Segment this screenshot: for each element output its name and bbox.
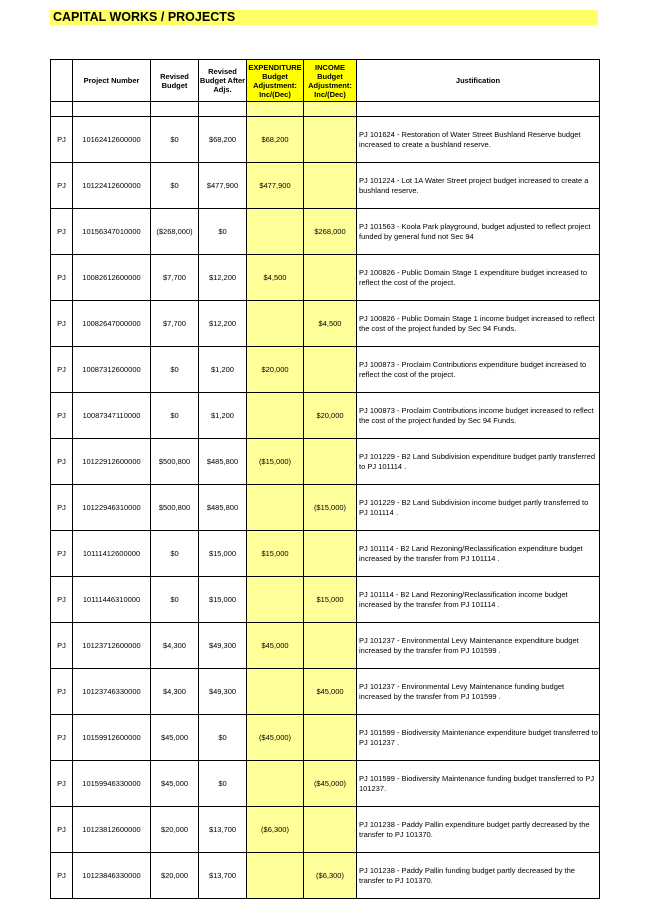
cell-project-number: 10122412600000 [73,163,151,209]
cell-prefix: PJ [51,531,73,577]
table-row [51,439,600,485]
table-row [51,761,600,807]
table-row [51,531,600,577]
header-income: INCOME Budget Adjustment: Inc/(Dec) [304,60,357,102]
cell-revised-budget: $7,700 [151,301,199,347]
cell-justification: PJ 101224 - Lot 1A Water Street project budget increased to create a bushland reserve. [357,163,600,209]
cell-justification: PJ 101229 - B2 Land Subdivision expenditure budget partly transferred to PJ 101114 . [357,439,600,485]
cell-prefix: PJ [51,209,73,255]
cell-expenditure [247,853,304,899]
cell-revised-budget: $7,700 [151,255,199,301]
table-row [51,623,600,669]
cell-justification: PJ 101599 - Biodiversity Maintenance funding budget transferred to PJ 101237. [357,761,600,807]
table-row [51,669,600,715]
cell-project-number: 10122946310000 [73,485,151,531]
cell-income [304,439,357,485]
cell-revised-after: $1,200 [199,393,247,439]
table-row [51,853,600,899]
cell-income: ($6,300) [304,853,357,899]
cell-income: $45,000 [304,669,357,715]
table-row [51,163,600,209]
cell-project-number: 10111412600000 [73,531,151,577]
cell-revised-after: $1,200 [199,347,247,393]
cell-prefix: PJ [51,163,73,209]
header-expenditure: EXPENDITURE Budget Adjustment: Inc/(Dec) [247,60,304,102]
cell-revised-after: $49,300 [199,623,247,669]
table-row [51,393,600,439]
spacer-row [51,102,600,117]
cell-income: ($45,000) [304,761,357,807]
cell-project-number: 10123746330000 [73,669,151,715]
table-row [51,485,600,531]
cell-project-number: 10082647000000 [73,301,151,347]
cell-project-number: 10123712600000 [73,623,151,669]
header-revised-after: Revised Budget After Adjs. [199,60,247,102]
cell-revised-budget: $4,300 [151,669,199,715]
cell-revised-budget: $0 [151,347,199,393]
cell-justification: PJ 101624 - Restoration of Water Street Bushland Reserve budget increased to create a bushland reserve. [357,117,600,163]
cell-project-number: 10123812600000 [73,807,151,853]
table-row [51,255,600,301]
cell-prefix: PJ [51,301,73,347]
cell-revised-budget: $0 [151,531,199,577]
cell-prefix: PJ [51,485,73,531]
header-project-number: Project Number [73,60,151,102]
cell-revised-after: $0 [199,209,247,255]
cell-expenditure: $477,900 [247,163,304,209]
cell-project-number: 10159946330000 [73,761,151,807]
cell-revised-budget: $45,000 [151,761,199,807]
cell-prefix: PJ [51,715,73,761]
cell-revised-after: $12,200 [199,255,247,301]
cell-project-number: 10162412600000 [73,117,151,163]
cell-expenditure: ($6,300) [247,807,304,853]
cell-income: $15,000 [304,577,357,623]
cell-justification: PJ 100873 - Proclaim Contributions expenditure budget increased to reflect the cost of the project. [357,347,600,393]
cell-expenditure [247,669,304,715]
cell-prefix: PJ [51,439,73,485]
cell-expenditure: $68,200 [247,117,304,163]
projects-table [50,59,600,899]
cell-revised-after: $13,700 [199,807,247,853]
cell-justification: PJ 101237 - Environmental Levy Maintenance funding budget increased by the transfer from PJ 101599 . [357,669,600,715]
cell-prefix: PJ [51,393,73,439]
cell-justification: PJ 101229 - B2 Land Subdivision income budget partly transferred to PJ 101114 . [357,485,600,531]
cell-expenditure [247,209,304,255]
cell-expenditure [247,301,304,347]
cell-justification: PJ 101114 - B2 Land Rezoning/Reclassification income budget increased by the transfer from PJ 101114 . [357,577,600,623]
cell-revised-after: $15,000 [199,577,247,623]
cell-expenditure [247,577,304,623]
cell-income [304,531,357,577]
cell-project-number: 10123846330000 [73,853,151,899]
cell-project-number: 10082612600000 [73,255,151,301]
cell-prefix: PJ [51,853,73,899]
header-prefix [51,60,73,102]
cell-justification: PJ 101237 - Environmental Levy Maintenance expenditure budget increased by the transfer from PJ 101599 . [357,623,600,669]
cell-revised-budget: ($268,000) [151,209,199,255]
page-title: CAPITAL WORKS / PROJECTS [50,10,598,25]
cell-justification: PJ 101238 - Paddy Pallin expenditure budget partly decreased by the transfer to PJ 101370. [357,807,600,853]
cell-project-number: 10159912600000 [73,715,151,761]
cell-expenditure: $15,000 [247,531,304,577]
table-row [51,807,600,853]
cell-revised-after: $13,700 [199,853,247,899]
table-row [51,715,600,761]
cell-income [304,163,357,209]
cell-prefix: PJ [51,761,73,807]
cell-expenditure: $4,500 [247,255,304,301]
cell-justification: PJ 100826 - Public Domain Stage 1 income budget increased to reflect the cost of the project funded by Sec 94 Funds. [357,301,600,347]
cell-project-number: 10087312600000 [73,347,151,393]
cell-justification: PJ 101563 - Koola Park playground, budget adjusted to reflect project funded by general fund not Sec 94 [357,209,600,255]
table-row [51,209,600,255]
cell-prefix: PJ [51,347,73,393]
cell-revised-after: $485,800 [199,439,247,485]
cell-revised-budget: $45,000 [151,715,199,761]
cell-income: $268,000 [304,209,357,255]
cell-expenditure: $20,000 [247,347,304,393]
cell-expenditure [247,393,304,439]
table-row [51,577,600,623]
table-row [51,347,600,393]
cell-project-number: 10156347010000 [73,209,151,255]
cell-revised-after: $68,200 [199,117,247,163]
cell-justification: PJ 101114 - B2 Land Rezoning/Reclassification expenditure budget increased by the transfer from PJ 101114 . [357,531,600,577]
cell-income: $4,500 [304,301,357,347]
cell-revised-after: $0 [199,715,247,761]
header-revised-budget: Revised Budget [151,60,199,102]
cell-income [304,715,357,761]
cell-income: $20,000 [304,393,357,439]
cell-justification: PJ 101599 - Biodiversity Maintenance expenditure budget transferred to PJ 101237 . [357,715,600,761]
cell-revised-after: $15,000 [199,531,247,577]
header-row [51,60,600,102]
cell-revised-budget: $0 [151,163,199,209]
cell-revised-budget: $0 [151,577,199,623]
cell-prefix: PJ [51,577,73,623]
cell-revised-budget: $0 [151,393,199,439]
cell-expenditure [247,485,304,531]
cell-revised-after: $49,300 [199,669,247,715]
table-body [51,102,600,899]
cell-prefix: PJ [51,623,73,669]
cell-justification: PJ 100826 - Public Domain Stage 1 expenditure budget increased to reflect the cost of the project. [357,255,600,301]
cell-justification: PJ 100873 - Proclaim Contributions income budget increased to reflect the cost of the project funded by Sec 94 Funds. [357,393,600,439]
cell-prefix: PJ [51,255,73,301]
cell-justification: PJ 101238 - Paddy Pallin funding budget partly decreased by the transfer to PJ 101370. [357,853,600,899]
cell-income: ($15,000) [304,485,357,531]
cell-revised-after: $485,800 [199,485,247,531]
cell-project-number: 10122912600000 [73,439,151,485]
cell-revised-budget: $20,000 [151,853,199,899]
cell-revised-budget: $20,000 [151,807,199,853]
cell-revised-after: $0 [199,761,247,807]
table-row [51,117,600,163]
cell-revised-budget: $500,800 [151,439,199,485]
cell-expenditure: $45,000 [247,623,304,669]
cell-revised-after: $12,200 [199,301,247,347]
cell-revised-budget: $0 [151,117,199,163]
cell-project-number: 10111446310000 [73,577,151,623]
cell-income [304,347,357,393]
cell-income [304,117,357,163]
cell-revised-budget: $4,300 [151,623,199,669]
header-justification: Justification [357,60,600,102]
cell-expenditure: ($15,000) [247,439,304,485]
cell-income [304,623,357,669]
cell-income [304,807,357,853]
cell-income [304,255,357,301]
cell-project-number: 10087347110000 [73,393,151,439]
cell-expenditure [247,761,304,807]
cell-prefix: PJ [51,117,73,163]
cell-expenditure: ($45,000) [247,715,304,761]
cell-prefix: PJ [51,807,73,853]
cell-prefix: PJ [51,669,73,715]
cell-revised-budget: $500,800 [151,485,199,531]
cell-revised-after: $477,900 [199,163,247,209]
table-row [51,301,600,347]
